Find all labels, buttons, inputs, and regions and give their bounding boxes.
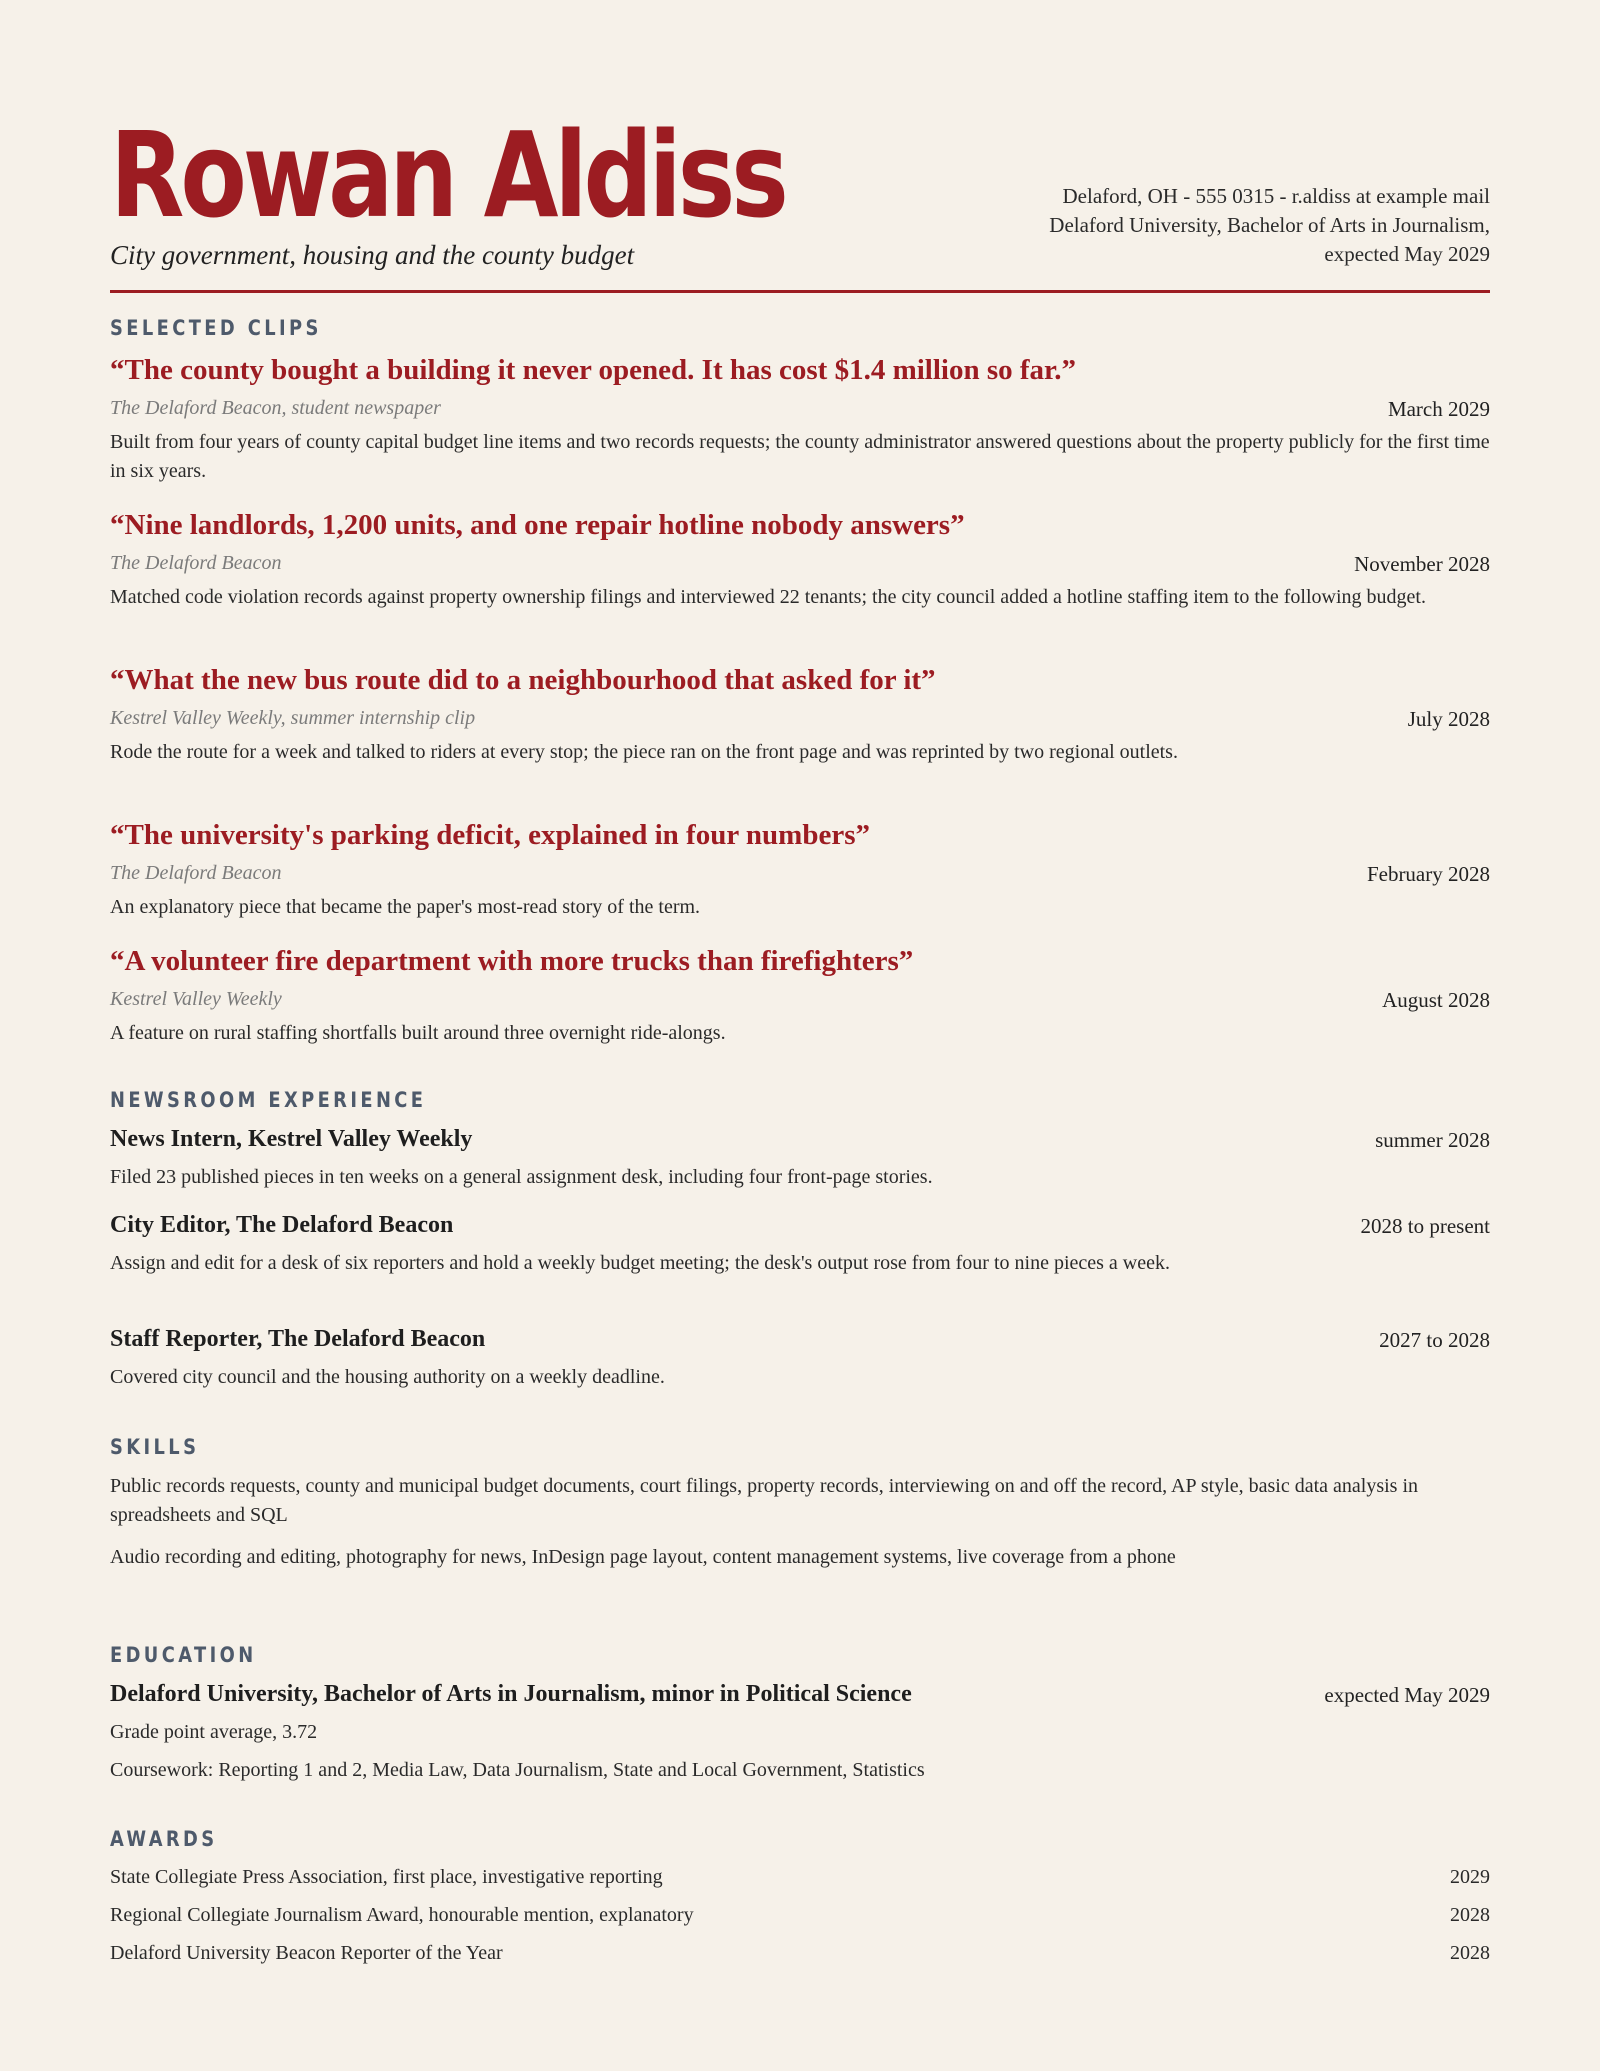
clip-meta xyxy=(110,397,1490,425)
clip-title: “The county bought a building it never opened. It has cost $1.4 million so far.” xyxy=(110,354,1077,386)
clip-outlet: The Delaford Beacon xyxy=(110,552,282,574)
clip-date: July 2028 xyxy=(1407,707,1490,731)
clip-title: “The university's parking deficit, explained in four numbers” xyxy=(110,819,870,851)
job-title: City Editor, The Delaford Beacon xyxy=(110,1212,454,1238)
clip-outlet: The Delaford Beacon xyxy=(110,862,282,884)
clip-date: March 2029 xyxy=(1387,397,1490,421)
clip-title: “What the new bus route did to a neighbourhood that asked for it” xyxy=(110,664,936,696)
job-title: Staff Reporter, The Delaford Beacon xyxy=(110,1326,486,1352)
candidate-name: Rowan Aldiss xyxy=(110,106,785,244)
degree-title: Delaford University, Bachelor of Arts in Journalism, minor in Political Science xyxy=(110,1681,912,1707)
clip-description: A feature on rural staffing shortfalls built around three overnight ride-alongs. xyxy=(110,1022,726,1044)
contact-block xyxy=(1049,182,1490,269)
education-gpa: Grade point average, 3.72 xyxy=(110,1721,318,1743)
clip-meta xyxy=(110,862,1490,890)
degree-date: expected May 2029 xyxy=(1324,1683,1490,1707)
award-year: 2028 xyxy=(1450,1904,1490,1926)
contact-line: Delaford University, Bachelor of Arts in Journalism, xyxy=(1049,213,1490,237)
job-date: 2028 to present xyxy=(1360,1214,1490,1238)
section-title-experience: NEWSROOM EXPERIENCE xyxy=(110,1088,427,1112)
clip-date: February 2028 xyxy=(1366,862,1490,886)
award-row xyxy=(110,1942,1490,1970)
job-description: Assign and edit for a desk of six reporters and hold a weekly budget meeting; the desk's output rose from four to nine pieces a week. xyxy=(110,1252,1170,1274)
clip-outlet: Kestrel Valley Weekly, summer internship clip xyxy=(110,707,476,729)
contact-line: Delaford, OH - 555 0315 - r.aldiss at example mail xyxy=(1062,184,1490,208)
clip-title: “A volunteer fire department with more trucks than firefighters” xyxy=(110,945,914,977)
award-row xyxy=(110,1904,1490,1932)
contact-line: expected May 2029 xyxy=(1324,242,1490,266)
education-coursework: Coursework: Reporting 1 and 2, Media Law, Data Journalism, State and Local Government, Statistics xyxy=(110,1759,925,1781)
job-row xyxy=(110,1212,1490,1244)
clip-meta xyxy=(110,707,1490,735)
job-description: Filed 23 published pieces in ten weeks on a general assignment desk, including four front-page stories. xyxy=(110,1166,933,1188)
clip-title: “Nine landlords, 1,200 units, and one repair hotline nobody answers” xyxy=(110,509,965,541)
skills-line: Audio recording and editing, photography for news, InDesign page layout, content management systems, live coverage from a phone xyxy=(110,1546,1176,1568)
section-title-education: EDUCATION xyxy=(110,1643,257,1667)
clip-date: November 2028 xyxy=(1354,552,1490,576)
job-description: Covered city council and the housing authority on a weekly deadline. xyxy=(110,1366,665,1388)
resume-header xyxy=(110,106,1490,292)
clip-description: Matched code violation records against property ownership filings and interviewed 22 tenants; the city council added a hotline staffing item to the following budget. xyxy=(110,586,1426,608)
clip-date: August 2028 xyxy=(1382,988,1490,1012)
job-row xyxy=(110,1126,1490,1158)
job-row xyxy=(110,1326,1490,1358)
clip-description: An explanatory piece that became the paper's most-read story of the term. xyxy=(110,896,701,918)
award-name: Regional Collegiate Journalism Award, honourable mention, explanatory xyxy=(110,1904,694,1926)
skills-line: Public records requests, county and municipal budget documents, court filings, property records, interviewing on and off the record, AP style, basic data analysis in spreadsheets and SQL xyxy=(110,1475,1419,1526)
award-name: State Collegiate Press Association, first place, investigative reporting xyxy=(110,1866,663,1888)
award-year: 2028 xyxy=(1450,1942,1490,1964)
clip-outlet: The Delaford Beacon, student newspaper xyxy=(110,397,441,419)
section-title-clips: SELECTED CLIPS xyxy=(110,316,322,340)
clip-description: Rode the route for a week and talked to riders at every stop; the piece ran on the front page and was reprinted by two regional outlets. xyxy=(110,741,1178,763)
clip-description: Built from four years of county capital budget line items and two records requests; the county administrator answered questions about the property publicly for the first time in six years. xyxy=(110,431,1490,482)
section-title-skills: SKILLS xyxy=(110,1435,200,1459)
header-divider xyxy=(110,290,1490,293)
award-name: Delaford University Beacon Reporter of the Year xyxy=(110,1942,503,1964)
job-date: 2027 to 2028 xyxy=(1379,1328,1490,1352)
section-title-awards: AWARDS xyxy=(110,1827,218,1851)
job-date: summer 2028 xyxy=(1375,1128,1490,1152)
clip-meta xyxy=(110,988,1490,1016)
clip-meta xyxy=(110,552,1490,580)
clip-outlet: Kestrel Valley Weekly xyxy=(110,988,282,1010)
award-row xyxy=(110,1866,1490,1894)
award-year: 2029 xyxy=(1450,1866,1490,1888)
candidate-tagline: City government, housing and the county budget xyxy=(110,240,635,270)
job-title: News Intern, Kestrel Valley Weekly xyxy=(110,1126,473,1152)
degree-row xyxy=(110,1681,1490,1713)
